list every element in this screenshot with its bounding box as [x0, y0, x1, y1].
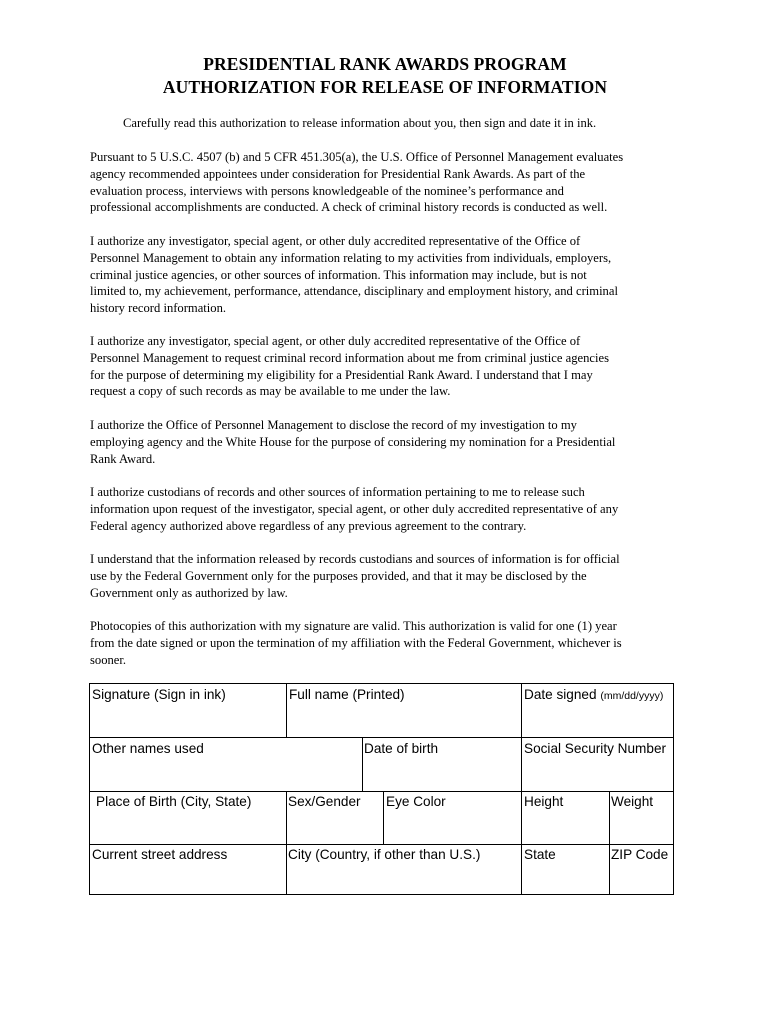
height-field[interactable]: Height [524, 794, 564, 809]
paragraph-line: from the date signed or upon the termination of my affiliation with the Federal Government, whichever is [90, 635, 622, 650]
column-divider [362, 737, 363, 791]
paragraph-line: limited to, my achievement, performance, attendance, disciplinary and employment history, and criminal [90, 284, 618, 299]
eye-color-field[interactable]: Eye Color [386, 794, 446, 809]
paragraph-line: agency recommended appointees under consideration for Presidential Rank Awards. As part of the [90, 166, 586, 181]
other-names-field[interactable]: Other names used [92, 741, 204, 756]
paragraph-authorize-custodians [90, 484, 690, 534]
ssn-field[interactable]: Social Security Number [524, 741, 667, 756]
signature-field[interactable]: Signature (Sign in ink) [92, 687, 226, 702]
row-divider [90, 737, 673, 738]
paragraph-line: criminal justice agencies, or other sources of information. This information may include, but is not [90, 267, 587, 282]
column-divider [609, 844, 610, 895]
paragraph-line: Personnel Management to obtain any information relating to my activities from individuals, employers, [90, 250, 612, 265]
column-divider [286, 844, 287, 895]
paragraph-line: for the purpose of determining my eligibility for a Presidential Rank Award. I understand that I may [90, 367, 593, 382]
paragraph-line: information upon request of the investigator, special agent, or other duly accredited representative of any [90, 501, 619, 516]
zip-code-field[interactable]: ZIP Code [611, 847, 669, 862]
paragraph-line: history record information. [90, 301, 227, 316]
column-divider [521, 737, 522, 791]
date-format-hint: (mm/dd/yyyy) [600, 690, 664, 702]
full-name-field[interactable]: Full name (Printed) [289, 687, 405, 702]
column-divider [521, 844, 522, 895]
paragraph-line: Federal agency authorized above regardless of any previous agreement to the contrary. [90, 518, 527, 533]
paragraph-line: professional accomplishments are conducted. A check of criminal history records is conducted as well. [90, 200, 608, 215]
paragraph-line: Rank Award. [90, 451, 156, 466]
column-divider [286, 684, 287, 737]
paragraph-line: use by the Federal Government only for the purposes provided, and that it may be disclosed by the [90, 568, 587, 583]
row-divider [90, 844, 673, 845]
row-divider [90, 791, 673, 792]
weight-field[interactable]: Weight [611, 794, 654, 809]
paragraph-line: Government only as authorized by law. [90, 585, 288, 600]
paragraph-line: sooner. [90, 652, 127, 667]
paragraph-authorize-criminal-records [90, 333, 690, 400]
date-signed-field[interactable] [524, 687, 663, 702]
paragraph-line: Personnel Management to request criminal record information about me from criminal justice agencies [90, 350, 609, 365]
column-divider [286, 791, 287, 844]
paragraph-line: I authorize the Office of Personnel Management to disclose the record of my investigation to my [90, 418, 577, 432]
intro-instruction: Carefully read this authorization to release information about you, then sign and date it in ink. [123, 116, 597, 130]
column-divider [383, 791, 384, 844]
paragraph-authorize-disclose [90, 417, 690, 467]
paragraph-line: I authorize custodians of records and other sources of information pertaining to me to release such [90, 485, 585, 499]
column-divider [609, 791, 610, 844]
column-divider [521, 791, 522, 844]
personal-info-form [89, 683, 674, 895]
paragraph-line: Photocopies of this authorization with my signature are valid. This authorization is valid for one (1) year [90, 619, 617, 633]
place-of-birth-field[interactable]: Place of Birth (City, State) [96, 794, 252, 809]
paragraph-line: request a copy of such records as may be available to me under the law. [90, 384, 451, 399]
date-of-birth-field[interactable]: Date of birth [364, 741, 439, 756]
paragraph-line: employing agency and the White House for the purpose of considering my nomination for a Presidential [90, 434, 616, 449]
paragraph-line: I authorize any investigator, special agent, or other duly accredited representative of the Office of [90, 334, 581, 348]
city-field[interactable]: City (Country, if other than U.S.) [288, 847, 481, 862]
document-title-line1: PRESIDENTIAL RANK AWARDS PROGRAM [203, 54, 567, 74]
paragraph-photocopies-valid [90, 618, 690, 668]
paragraph-pursuant [90, 149, 690, 216]
paragraph-line: Pursuant to 5 U.S.C. 4507 (b) and 5 CFR 451.305(a), the U.S. Office of Personnel Management evaluates [90, 150, 624, 164]
street-address-field[interactable]: Current street address [92, 847, 228, 862]
paragraph-line: I authorize any investigator, special agent, or other duly accredited representative of the Office of [90, 234, 581, 248]
paragraph-authorize-obtain [90, 233, 690, 317]
paragraph-understand-official-use [90, 551, 690, 601]
column-divider [521, 684, 522, 737]
paragraph-line: I understand that the information released by records custodians and sources of information is for official [90, 552, 620, 566]
document-title-line2: AUTHORIZATION FOR RELEASE OF INFORMATION [162, 77, 608, 97]
paragraph-line: evaluation process, interviews with persons knowledgeable of the nominee’s performance and [90, 183, 564, 198]
sex-gender-field[interactable]: Sex/Gender [288, 794, 361, 809]
state-field[interactable]: State [524, 847, 556, 862]
date-signed-label: Date signed [524, 687, 597, 702]
